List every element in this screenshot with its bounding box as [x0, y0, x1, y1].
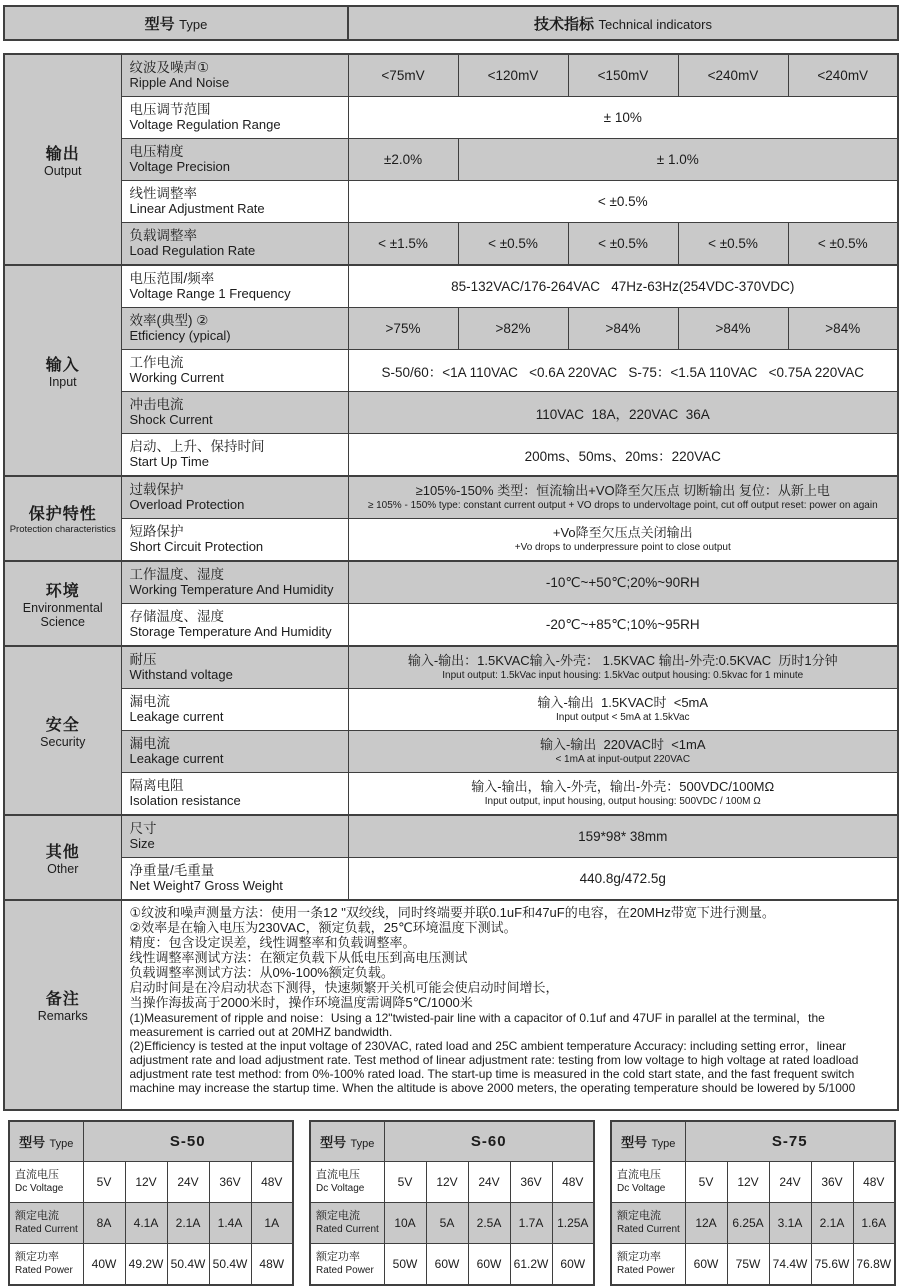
model-value-cell: 5V: [685, 1162, 727, 1203]
spec-label-cell: [121, 350, 348, 392]
spec-value-cell: [348, 350, 898, 392]
spec-value-text: >75%: [385, 321, 421, 336]
spec-value-cell: [568, 223, 678, 266]
spec-label-cell: [121, 181, 348, 223]
spec-value-cell: [788, 54, 898, 97]
spec-row: [4, 350, 898, 392]
model-type-cell: [611, 1121, 685, 1162]
spec-value-cell: [348, 604, 898, 647]
spec-value-text: >84%: [605, 321, 641, 336]
spec-value-cn: 输入-输出，输入-外壳，输出-外壳：500VDC/100MΩ: [471, 779, 775, 795]
group-label-en: Remarks: [37, 1009, 88, 1024]
model-value-cell: 2.5A: [468, 1203, 510, 1244]
remarks-paragraph-en: (1)Measurement of ripple and noise：Using a 12"twisted-pair line with a capacitor of 0.1uf and 47UF in parallel at the terminal，the measurement is carried out at 20MHZ bandwidth.: [129, 1010, 825, 1039]
header-table: [3, 5, 899, 41]
model-value-cell: 48W: [251, 1244, 293, 1286]
spec-label-cell: [121, 308, 348, 350]
group-cell-protection-characteristics: [4, 476, 121, 561]
spec-value-cell: [348, 561, 898, 604]
model-value-cell: 24V: [167, 1162, 209, 1203]
spec-label-en: Shock Current: [129, 412, 213, 428]
model-value-cell: 5A: [426, 1203, 468, 1244]
model-data-row: [9, 1244, 293, 1286]
model-name-cell: S-60: [384, 1121, 594, 1162]
spec-value-cell: [568, 308, 678, 350]
spec-label-en: Withstand voltage: [129, 667, 233, 683]
spec-label-cn: 工作电流: [129, 354, 184, 370]
model-value-cell: 75.6W: [811, 1244, 853, 1286]
group-label-en: Security: [40, 734, 86, 749]
model-value-cell: 75W: [727, 1244, 769, 1286]
spec-value-text: <150mV: [597, 68, 649, 83]
model-value-cell: 36V: [510, 1162, 552, 1203]
model-value-cell: 5V: [83, 1162, 125, 1203]
model-row-label-cn: 额定功率: [316, 1251, 360, 1264]
spec-value-text: ± 10%: [603, 110, 642, 125]
spec-value-cn: ≥105%-150% 类型：恒流输出+VO降至欠压点 切断输出 复位：从新上电: [415, 483, 830, 499]
header-type-cell: [4, 6, 348, 40]
model-value-cell: 50W: [384, 1244, 426, 1286]
model-value-cell: 24V: [769, 1162, 811, 1203]
model-name-cell: S-50: [83, 1121, 293, 1162]
model-value-cell: 8A: [83, 1203, 125, 1244]
model-value-cell: 2.1A: [167, 1203, 209, 1244]
spec-row: [4, 434, 898, 477]
spec-label-cn: 线性调整率: [129, 185, 197, 201]
spec-row: [4, 773, 898, 816]
remarks-row: [4, 900, 898, 1110]
model-value-cell: 1.6A: [853, 1203, 895, 1244]
spec-value-cell: [348, 858, 898, 901]
spec-label-cell: [121, 434, 348, 477]
spec-value-cn: 输入-输出：1.5KVAC输入-外壳： 1.5KVAC 输出-外壳:0.5KVAC 历时1分钟: [407, 653, 838, 669]
spec-value-cell: [348, 689, 898, 731]
spec-label-cell: [121, 689, 348, 731]
spec-value-cell: [348, 139, 458, 181]
power-supply-datasheet-page: [0, 5, 900, 1276]
model-value-cell: 12V: [125, 1162, 167, 1203]
spec-row: [4, 646, 898, 689]
spec-value-en: Input output: 1.5kVac input housing: 1.5kVac output housing: 0.5kvac for 1 minute: [442, 669, 804, 681]
header-row: [4, 6, 898, 40]
model-row-label: [611, 1203, 685, 1244]
spec-row: [4, 689, 898, 731]
spec-row: [4, 476, 898, 519]
spec-value-en: Input output < 5mA at 1.5kVac: [555, 711, 690, 723]
spec-row: [4, 815, 898, 858]
spec-value-cell: [788, 308, 898, 350]
spec-label-en: Size: [129, 836, 155, 852]
spec-label-cell: [121, 223, 348, 266]
model-type-label-en: Type: [350, 1137, 375, 1150]
spec-value-cell: [348, 646, 898, 689]
spec-label-en: Voltage Precision: [129, 159, 230, 175]
spec-value-text: <240mV: [817, 68, 869, 83]
spec-label-cell: [121, 139, 348, 181]
spec-value-cell: [348, 181, 898, 223]
spec-value-cell: [348, 54, 458, 97]
spec-value-cn: +Vo降至欠压点关闭输出: [552, 525, 693, 541]
model-value-cell: 36V: [811, 1162, 853, 1203]
spec-value-cell: [348, 773, 898, 816]
spec-label-cn: 净重量/毛重量: [129, 862, 215, 878]
spec-value-cell: [678, 54, 788, 97]
spec-label-cn: 工作温度、湿度: [129, 566, 224, 582]
model-type-label-en: Type: [651, 1137, 676, 1150]
type-label-cn: 型号: [144, 15, 175, 33]
remarks-line-cn: 启动时间是在冷启动状态下测得，快速频繁开关机可能会使启动时间增长，: [129, 980, 559, 996]
spec-value-cell: [348, 392, 898, 434]
model-row-label-en: Dc Voltage: [617, 1182, 666, 1194]
spec-value-cell: [348, 434, 898, 477]
model-type-label-cn: 型号: [320, 1134, 347, 1150]
spec-label-cn: 耐压: [129, 651, 157, 667]
spec-value-text: ± 1.0%: [656, 152, 699, 167]
model-value-cell: 12A: [685, 1203, 727, 1244]
spec-value-text: -10℃~+50℃;20%~90RH: [545, 574, 700, 590]
spec-label-en: Working Temperature And Humidity: [129, 582, 334, 598]
remarks-line-cn: 精度：包含设定误差，线性调整率和负载调整率。: [129, 935, 416, 951]
model-value-cell: 12V: [727, 1162, 769, 1203]
spec-value-cell: [458, 308, 568, 350]
model-value-cell: 61.2W: [510, 1244, 552, 1286]
group-cell-environmental-science: [4, 561, 121, 646]
spec-value-cell: [788, 223, 898, 266]
model-value-cell: 60W: [552, 1244, 594, 1286]
remarks-line-cn: 当操作海拔高于2000米时，操作环境温度需调降5℃/1000米: [129, 995, 473, 1011]
group-label-cn: 安全: [45, 716, 80, 734]
group-label-cn: 备注: [45, 991, 80, 1009]
spec-table: [3, 53, 899, 1111]
model-value-cell: 12V: [426, 1162, 468, 1203]
spec-row: [4, 604, 898, 647]
model-value-cell: 5V: [384, 1162, 426, 1203]
model-row-label-en: Rated Power: [15, 1264, 73, 1276]
model-value-cell: 6.25A: [727, 1203, 769, 1244]
spec-label-cn: 电压调节范围: [129, 101, 211, 117]
group-label-cn: 环境: [45, 582, 80, 600]
spec-label-en: Storage Temperature And Humidity: [129, 624, 332, 640]
model-row-label: [310, 1162, 384, 1203]
spec-label-cn: 存储温度、湿度: [129, 608, 224, 624]
model-row-label-cn: 额定电流: [15, 1210, 59, 1223]
model-row-label-cn: 额定电流: [316, 1210, 360, 1223]
spec-row: [4, 392, 898, 434]
spec-label-en: Leakage current: [129, 751, 224, 767]
model-value-cell: 10A: [384, 1203, 426, 1244]
model-row-label-cn: 额定功率: [15, 1251, 59, 1264]
spec-value-cell: [458, 139, 898, 181]
spec-label-cell: [121, 646, 348, 689]
model-value-cell: 50.4W: [167, 1244, 209, 1286]
spec-label-en: Linear Adjustment Rate: [129, 201, 265, 217]
spec-value-cell: [348, 223, 458, 266]
model-data-row: [310, 1162, 594, 1203]
spec-value-cn: 输入-输出 220VAC时 <1mA: [539, 737, 706, 753]
model-row-label-en: Rated Power: [316, 1264, 374, 1276]
spec-label-cell: [121, 731, 348, 773]
spec-label-cn: 过载保护: [129, 481, 184, 497]
spec-value-cell: [348, 815, 898, 858]
model-row-label-en: Rated Current: [617, 1223, 680, 1235]
model-data-row: [9, 1162, 293, 1203]
spec-value-cell: [348, 265, 898, 308]
spec-value-text: ±2.0%: [383, 152, 423, 167]
model-type-label-cn: 型号: [19, 1134, 46, 1150]
spec-label-cn: 隔离电阻: [129, 777, 184, 793]
spec-label-cell: [121, 561, 348, 604]
spec-value-en: ≥ 105% - 150% type: constant current output + VO drops to undervoltage point, cut off output reset: power on again: [367, 499, 878, 511]
model-header-row: [611, 1121, 895, 1162]
spec-value-cell: [678, 308, 788, 350]
spec-label-cell: [121, 97, 348, 139]
model-data-row: [611, 1244, 895, 1286]
type-label-en: Type: [179, 16, 208, 32]
group-label-cn: 保护特性: [28, 506, 97, 524]
remarks-line-cn: ②效率是在输入电压为230VAC，额定负载，25℃环境温度下测试。: [129, 920, 517, 936]
model-value-cell: 1.4A: [209, 1203, 251, 1244]
spec-row: [4, 265, 898, 308]
spec-label-en: Net Weight7 Gross Weight: [129, 878, 283, 894]
group-cell-output: [4, 54, 121, 265]
group-label-en: Environmental Science: [22, 600, 103, 629]
spec-label-cell: [121, 815, 348, 858]
model-header-row: [310, 1121, 594, 1162]
spec-value-en: < 1mA at input-output 220VAC: [555, 753, 691, 765]
spec-label-cn: 冲击电流: [129, 396, 184, 412]
model-value-cell: 76.8W: [853, 1244, 895, 1286]
group-label-en: Other: [47, 861, 79, 876]
group-label-en: Input: [48, 374, 77, 389]
spec-label-cell: [121, 858, 348, 901]
model-value-cell: 1A: [251, 1203, 293, 1244]
model-data-row: [310, 1244, 594, 1286]
model-row-label-en: Rated Power: [617, 1264, 675, 1276]
model-value-cell: 24V: [468, 1162, 510, 1203]
group-label-en: Output: [43, 163, 82, 178]
spec-value-text: 85-132VAC/176-264VAC 47Hz-63Hz(254VDC-370VDC): [451, 279, 795, 294]
spec-value-text: 159*98* 38mm: [578, 829, 668, 844]
spec-label-cn: 效率(典型) ②: [129, 312, 209, 328]
spec-value-cell: [348, 731, 898, 773]
spec-value-text: < ±1.5%: [378, 236, 428, 251]
model-type-cell: [310, 1121, 384, 1162]
model-row-label-en: Rated Current: [316, 1223, 379, 1235]
spec-label-cell: [121, 773, 348, 816]
spec-label-cell: [121, 476, 348, 519]
group-cell-security: [4, 646, 121, 815]
model-value-cell: 48V: [251, 1162, 293, 1203]
remarks-line-cn: 线性调整率测试方法：在额定负载下从低电压到高电压测试: [129, 950, 468, 966]
model-row-label: [310, 1203, 384, 1244]
spec-value-text: 110VAC 18A，220VAC 36A: [535, 406, 710, 422]
spec-label-cn: 纹波及噪声①: [129, 59, 210, 75]
group-label-en: Protection characteristics: [9, 524, 116, 536]
model-row-label: [9, 1244, 83, 1286]
tech-label-en: Technical indicators: [598, 16, 712, 32]
model-data-row: [9, 1203, 293, 1244]
model-table-s-50: [8, 1120, 294, 1286]
spec-value-cell: [348, 97, 898, 139]
model-row-label: [9, 1162, 83, 1203]
model-data-row: [611, 1162, 895, 1203]
model-row-label-cn: 直流电压: [316, 1169, 360, 1182]
spec-row: [4, 858, 898, 901]
spec-row: [4, 519, 898, 562]
spec-label-en: Leakage current: [129, 709, 224, 725]
tech-label-cn: 技术指标: [534, 15, 595, 33]
spec-label-en: Start Up Time: [129, 454, 209, 470]
remarks-line-cn: 负载调整率测试方法：从0%-100%额定负载。: [129, 965, 394, 981]
spec-value-text: S-50/60：<1A 110VAC <0.6A 220VAC S-75：<1.5A 110VAC <0.75A 220VAC: [381, 364, 865, 380]
spec-label-en: Short Circuit Protection: [129, 539, 264, 555]
model-name-cell: S-75: [685, 1121, 895, 1162]
model-value-cell: 48V: [853, 1162, 895, 1203]
spec-row: [4, 223, 898, 266]
spec-label-en: Voltage Range 1 Frequency: [129, 286, 291, 302]
spec-value-text: >84%: [715, 321, 751, 336]
group-label-cn: 其他: [45, 843, 80, 861]
spec-row: [4, 181, 898, 223]
model-value-cell: 49.2W: [125, 1244, 167, 1286]
model-table-s-60: [309, 1120, 595, 1286]
model-row-label-cn: 直流电压: [15, 1169, 59, 1182]
model-value-cell: 3.1A: [769, 1203, 811, 1244]
spec-label-cell: [121, 392, 348, 434]
spec-label-cn: 电压精度: [129, 143, 184, 159]
model-value-cell: 40W: [83, 1244, 125, 1286]
spec-value-cell: [678, 223, 788, 266]
model-type-label-en: Type: [49, 1137, 74, 1150]
model-value-cell: 50.4W: [209, 1244, 251, 1286]
spec-value-text: <120mV: [487, 68, 539, 83]
model-row-label: [9, 1203, 83, 1244]
spec-value-cn: 输入-输出 1.5KVAC时 <5mA: [537, 695, 709, 711]
spec-value-text: < ±0.5%: [598, 236, 648, 251]
spec-value-cell: [348, 476, 898, 519]
model-row-label-en: Dc Voltage: [15, 1182, 64, 1194]
spec-value-text: -20℃~+85℃;10%~95RH: [545, 616, 700, 632]
group-label-cn: 输出: [45, 145, 80, 163]
spec-label-cn: 启动、上升、保持时间: [129, 438, 265, 454]
spec-value-text: < ±0.5%: [488, 236, 538, 251]
spec-value-text: < ±0.5%: [817, 236, 868, 251]
model-value-cell: 60W: [468, 1244, 510, 1286]
spec-value-text: 200ms、50ms、20ms：220VAC: [524, 448, 721, 464]
spec-value-en: +Vo drops to underpressure point to close output: [514, 541, 731, 553]
model-table-s-75: [610, 1120, 896, 1286]
spec-row: [4, 731, 898, 773]
spec-label-cn: 漏电流: [129, 693, 170, 709]
group-cell-input: [4, 265, 121, 476]
spec-row: [4, 139, 898, 181]
model-tables-section: [8, 1120, 900, 1286]
model-value-cell: 60W: [426, 1244, 468, 1286]
spec-label-cn: 短路保护: [129, 523, 184, 539]
spec-label-cn: 负载调整率: [129, 227, 197, 243]
model-row-label-cn: 直流电压: [617, 1169, 661, 1182]
group-label-cn: 输入: [45, 356, 80, 374]
remarks-cell: [121, 900, 898, 1110]
spec-label-cn: 漏电流: [129, 735, 170, 751]
remarks-paragraph-en: (2)Efficiency is tested at the input voltage of 230VAC, rated load and 25C ambient temperature Accuracy: including setting error，linear adjustment rate and load adjustment rate. Test method of linear adjustment rate: testing from low voltage to high voltage at rated loadload adjustment rate test method: from 0%-100% rated load. The start-up time is measured in the cold start state, and the fast frequent switch machine may increase the startup time. When the altitude is above 2000 meters, the operating temperature should be lowered by 5/1000: [129, 1038, 859, 1096]
spec-label-en: Overload Protection: [129, 497, 245, 513]
model-row-label: [310, 1244, 384, 1286]
spec-value-cell: [348, 519, 898, 562]
spec-label-cell: [121, 519, 348, 562]
spec-row: [4, 97, 898, 139]
spec-label-cell: [121, 54, 348, 97]
spec-value-text: <240mV: [707, 68, 759, 83]
spec-label-en: Ripple And Noise: [129, 75, 230, 91]
model-value-cell: 60W: [685, 1244, 727, 1286]
spec-label-en: Voltage Regulation Range: [129, 117, 281, 133]
spec-label-cell: [121, 604, 348, 647]
group-cell-other: [4, 815, 121, 900]
model-row-label: [611, 1162, 685, 1203]
model-header-row: [9, 1121, 293, 1162]
spec-value-text: >82%: [495, 321, 531, 336]
spec-label-en: Isolation resistance: [129, 793, 241, 809]
spec-value-cell: [568, 54, 678, 97]
header-tech-cell: [348, 6, 898, 40]
model-type-cell: [9, 1121, 83, 1162]
model-value-cell: 1.25A: [552, 1203, 594, 1244]
spec-value-text: <75mV: [381, 68, 425, 83]
model-data-row: [310, 1203, 594, 1244]
spec-value-cell: [458, 223, 568, 266]
model-row-label-en: Rated Current: [15, 1223, 78, 1235]
model-type-label-cn: 型号: [621, 1134, 648, 1150]
model-value-cell: 74.4W: [769, 1244, 811, 1286]
spec-label-cn: 电压范围/频率: [129, 270, 215, 286]
model-data-row: [611, 1203, 895, 1244]
spec-value-text: 440.8g/472.5g: [579, 871, 666, 886]
spec-label-en: Etficiency (ypical): [129, 328, 231, 344]
remarks-line-cn: ①纹波和噪声测量方法：使用一条12 "双绞线，同时终端要并联0.1uF和47uF的电容，在20MHz带宽下进行测量。: [129, 905, 775, 920]
spec-label-en: Load Regulation Rate: [129, 243, 256, 259]
spec-value-cell: [348, 308, 458, 350]
model-value-cell: 2.1A: [811, 1203, 853, 1244]
model-value-cell: 4.1A: [125, 1203, 167, 1244]
spec-label-cell: [121, 265, 348, 308]
spec-value-en: Input output, input housing, output housing: 500VDC / 100M Ω: [484, 795, 761, 807]
model-row-label-en: Dc Voltage: [316, 1182, 365, 1194]
spec-value-text: < ±0.5%: [708, 236, 758, 251]
spec-row: [4, 54, 898, 97]
group-cell-remarks: [4, 900, 121, 1110]
spec-label-en: Working Current: [129, 370, 224, 386]
spec-value-text: < ±0.5%: [597, 194, 648, 209]
model-row-label-cn: 额定功率: [617, 1251, 661, 1264]
model-row-label: [611, 1244, 685, 1286]
spec-label-cn: 尺寸: [129, 820, 157, 836]
spec-value-text: >84%: [825, 321, 861, 336]
spec-value-cell: [458, 54, 568, 97]
model-value-cell: 48V: [552, 1162, 594, 1203]
spec-row: [4, 561, 898, 604]
model-value-cell: 36V: [209, 1162, 251, 1203]
model-row-label-cn: 额定电流: [617, 1210, 661, 1223]
spec-row: [4, 308, 898, 350]
model-value-cell: 1.7A: [510, 1203, 552, 1244]
